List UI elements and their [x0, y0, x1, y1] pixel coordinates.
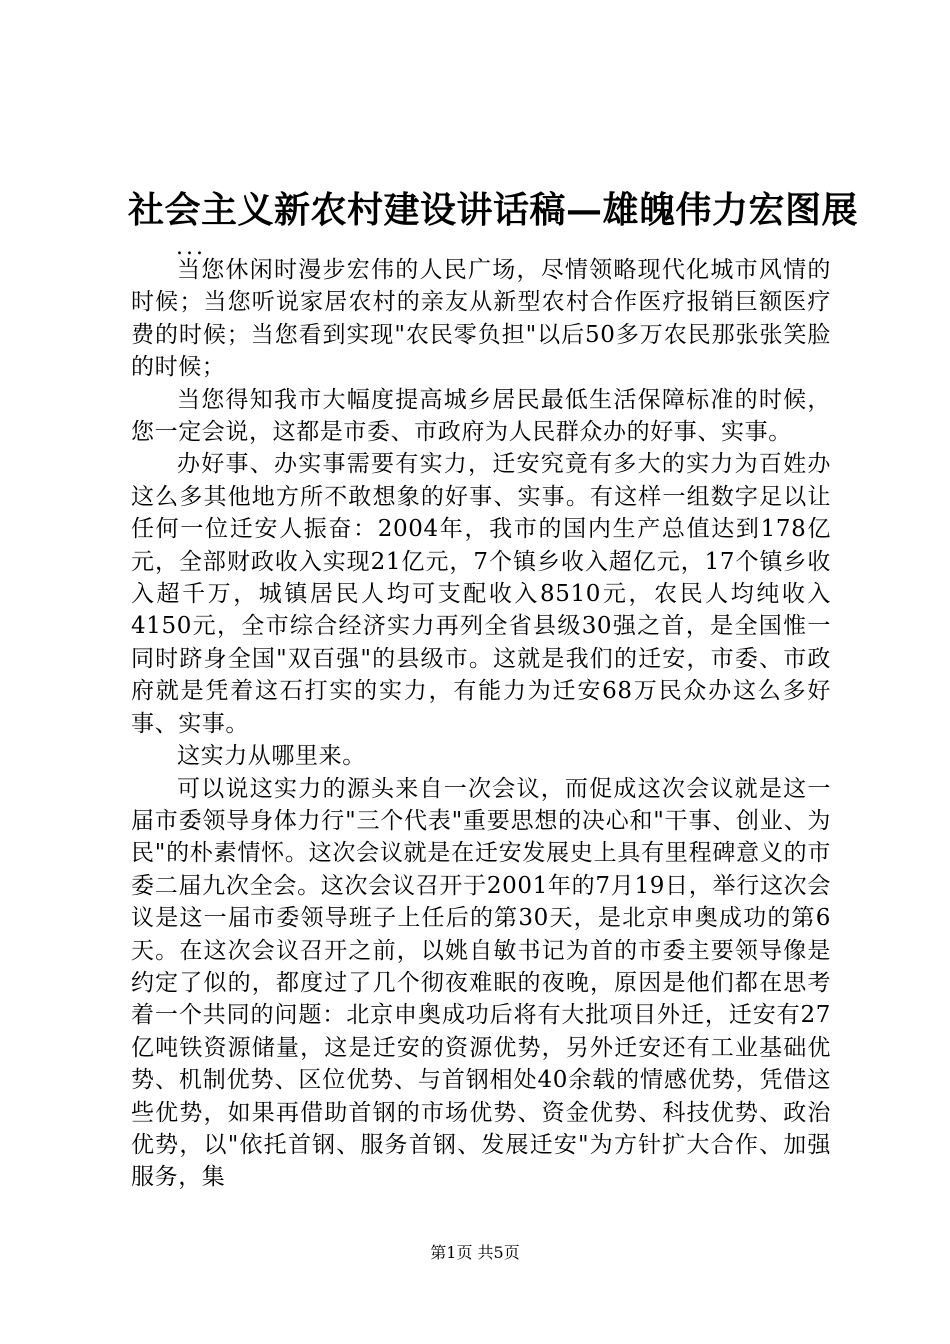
paragraph: 可以说这实力的源头来自一次会议，而促成这次会议就是这一届市委领导身体力行"三个代表"重要思想的决心和"干事、创业、为民"的朴素情怀。这次会议就是在迁安发展史上具有里程碑意义的市委二届九次全会。这次会议召开于2001年的7月19日，举行这次会议是这一届市委领导班子上任后的第30天，是北京申奥成功的第6天。在这次会议召开之前，以姚自敏书记为首的市委主要领导像是约定了似的，都度过了几个彻夜难眠的夜晚，原因是他们都在思考着一个共同的问题：北京申奥成功后将有大批项目外迁，迁安有27亿吨铁资源储量，这是迁安的资源优势，另外迁安还有工业基础优势、机制优势、区位优势、与首钢相处40余载的情感优势，凭借这些优势，如果再借助首钢的市场优势、资金优势、科技优势、政治优势，以"依托首钢、服务首钢、发展迁安"为方针扩大合作、加强服务，集	[131, 775, 831, 1191]
document-body	[131, 254, 831, 1194]
paragraph: 办好事、办实事需要有实力，迁安究竟有多大的实力为百姓办这么多其他地方所不敢想象的好事、实事。有这样一组数字足以让任何一位迁安人振奋：2004年，我市的国内生产总值达到178亿元，全部财政收入实现21亿元，7个镇乡收入超亿元，17个镇乡收入超千万，城镇居民人均可支配收入8510元，农民人均纯收入4150元，全市综合经济实力再列全省县级30强之首，是全国惟一同时跻身全国"双百强"的县级市。这就是我们的迁安，市委、市政府就是凭着这石打实的实力，有能力为迁安68万民众办这么多好事、实事。	[131, 451, 831, 737]
paragraph: 当您得知我市大幅度提高城乡居民最低生活保障标准的时候，您一定会说，这都是市委、市政府为人民群众办的好事、实事。	[131, 386, 831, 446]
document-title: 社会主义新农村建设讲话稿—雄魄伟力宏图展	[128, 189, 859, 231]
paragraph: 这实力从哪里来。	[177, 743, 366, 770]
paragraph: 当您休闲时漫步宏伟的人民广场，尽情领略现代化城市风情的时候；当您听说家居农村的亲友从新型农村合作医疗报销巨额医疗费的时候；当您看到实现"农民零负担"以后50多万农民那张张笑脸的时候；	[131, 257, 831, 381]
title-ellipsis: ...	[176, 235, 206, 260]
page-footer: 第1页 共5页	[430, 1243, 520, 1262]
